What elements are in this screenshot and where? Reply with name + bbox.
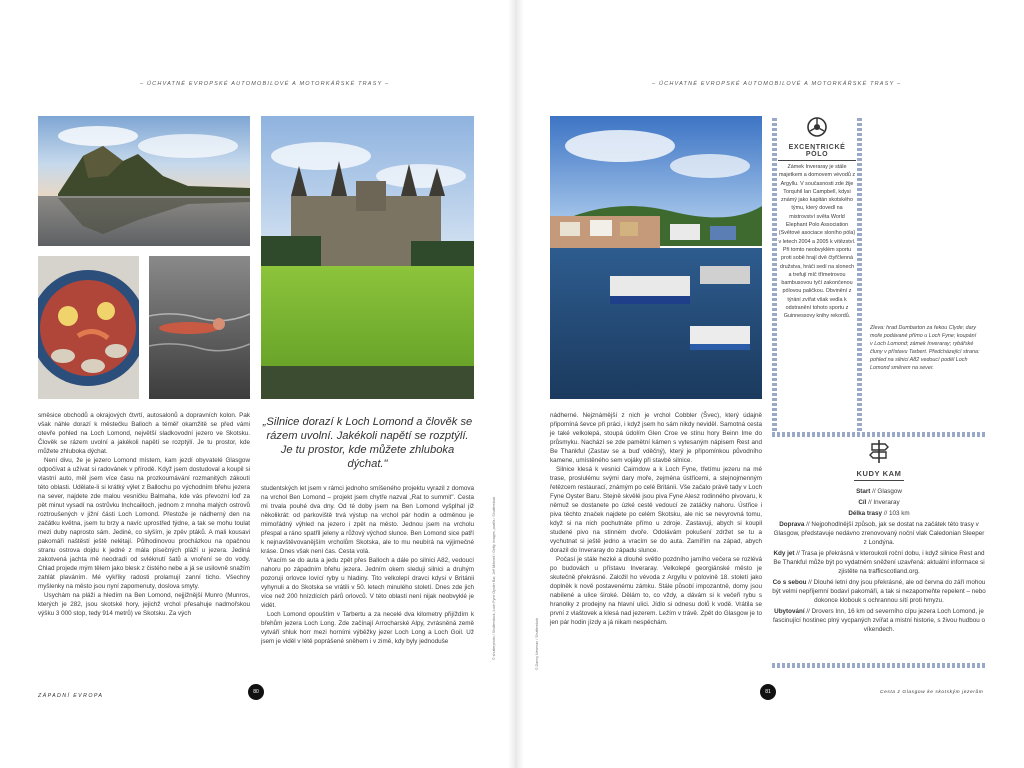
photo-tarbert-harbour xyxy=(550,116,762,399)
left-column-2 xyxy=(261,484,474,646)
paragraph: Počasí je stále hezké a dlouhé světlo pozdního jarního večera se rozlévá po budovách u přístavu Inveraray. Velkolepé georgiánské město je skutečně překrásné. Založil ho vévoda z Argyllu v polovině 18. století jako doplněk k nově postavenému zámku. Stále působí impozantně, domy jsou nabílené a ulice široké. Dělám to, co vždy, a dávám si k večeři rybu s hranolky z prodejny na hlavní ulici. Jídlo si odnesu dolů k vodě. Vrátila se první z vlaštovek a klesá nad jezerem. Ležím v trávě. Zpět do Glasgow je to jen pár hodin jízdy a já nikam nespěchám. xyxy=(550,556,762,626)
photo-inveraray-castle xyxy=(261,116,474,399)
paragraph: Silnice klesá k vesnici Cairndow a k Loch Fyne, třetímu jezeru na mé trase, proslulému svými dary moře, zejména ústřicemi, a stejnojmenným řetězcem restaurací, známým po celé Británii. Vše začalo právě tady v Loch Fyne Oyster Baru. Stejně skvělé jsou piva Fyne Alesz rodinného pivovaru, k němuž se dostanete po úzké cestě vedoucí ze zatáčky nahoru. Ústřice i piva těchto značek najdete po celém Skotsku, ale nic se nevyrovná tomu, když si na nich pochutnáte přímo u zdroje. Zastavuji, abych si koupil studené pivo na stinném dvoře. Odolávám pokušení zdržet se tu a vychutnat si ještě jedno a vracím se do auta. Zamířím na západ, abych dorazil do Inveraray do západu slunce. xyxy=(550,466,762,554)
polo-body: Zámek Inveraray je stále majetkem a domovem vévodů z Argyllu. V současnosti zde žije Torquhil Ian Campbell, kdysi známý jako kapitán skotského týmu, který dovedl na mistrovství světa World Elephant Polo Association (Světové asociace sloního póla) v letech 2004 a 2005 k vítězství. Při tomto neobvyklém sportu proti sobě hrají dvě čtyřčlenná družstva, hráči sedí na slonech a trefují míč třímetrovou bambusovou tyčí zakončenou pólovou paličkou. Obvinění z týrání zvířat však vedla k odstranění tohoto sportu z Guinnessovy knihy rekordů. xyxy=(778,164,856,320)
photo-credit-right: © Danny Newman / Shutterstock xyxy=(535,617,539,670)
polo-box xyxy=(778,116,856,321)
info-row-label: Kdy jet xyxy=(773,550,795,557)
kudy-kam-rows xyxy=(772,487,986,634)
info-row xyxy=(772,498,986,507)
info-row-label: Start xyxy=(856,488,871,495)
decorative-border xyxy=(772,432,986,437)
page-gutter xyxy=(508,0,524,768)
paragraph: Není divu, že je jezero Lomond místem, kam jezdí obyvatelé Glasgow odpočívat a užívat si radovánek v přírodě. Když jsem dostudoval a koupil si vlastní auto, měl jsem více času na prozkoumávání rozmanitých zákoutí této oblasti. Udělate-li si krátký výlet z Ballochu po východním břehu jezera na sever, najdete zde malou vesničku Balmaha, kde vás převozní loď za pět minut vysadí na ostrůvku Inchcailloch, jednom z mnoha malých ostrovů roztroušených v jižní části Loch Lomond. Přestože je nádherný den na začátku května, jsem tu brzy a navíc uprostřed týdne, a tak se mohu toulat mezi duby naprosto sám. Jediné, co slyším, je zpěv ptáků. A mali kousavi pakomáři naštěstí ještě nelétají. Půlhodinovou procházkou na opačnou stranu ostrova dojdu k jedné z mála písečných pláží u jezera. Jediná zakotvená jachta mě neodradí od svléknutí šatů a vnoření se do vody. Chlad projede mým tělem jako blesk z čistého nebe a já se usilovně snažím zahlát plaváním. Mé vykříky radosti prolamují zanní ticho. Všechny myšlenky na město jsou nyní zapomenuty, doslova smyty. xyxy=(38,457,250,590)
info-row-label: Doprava xyxy=(779,521,805,528)
photo-swimmer xyxy=(149,256,250,399)
info-row xyxy=(772,549,986,576)
polo-icon xyxy=(778,116,856,143)
footer-chapter-title: Cesta z Glasgow ke skotským jezerům xyxy=(880,690,984,695)
kudy-kam-title: KUDY KAM xyxy=(854,469,904,481)
paragraph: směsice obchodů a okrajových čtvrtí, autosalonů a dopravních kolon. Pak však náhle dorazí k městečku Balloch a téměř okamžitě se před vámi otevře pohled na Loch Lomond, největší sladkovodní jezero ve Skotsku. Člověk se rázem uvolní a jakékoli napětí se rozptýlí. Je tu prostor, kde můžete zhluboka dýchat. xyxy=(38,412,250,455)
signpost-icon xyxy=(772,438,986,469)
page-number-left: 80 xyxy=(248,684,264,700)
photo-dumbarton-castle xyxy=(38,116,250,246)
paragraph: nádherné. Nejznámější z nich je vrchol Cobbler (Švec), který údajně připomíná ševce při práci, i když jsem ho sám nikdy neviděl. Samotná cesta je také velkolepá, stoupá údolím Glen Croe ve stínu hory Beinn Ime do průsmyku. Nachází se zde pamětní kámen s vytesaným nápisem Rest and Be Thankful (Zastav se a buď vděčný), který je připomínkou původního kamene, umístěného sem vojáky při stavbě silnice. xyxy=(550,412,762,464)
info-row xyxy=(772,487,986,496)
paragraph: studentských let jsem v rámci jednoho smíšeného projektu vyrazil z domova na vrchol Ben Lomond – projekt jsem chytře nazval „Rat to summit". Cesta mi trvala pouhé dva dny. Od té doby jsem na Ben Lomond vyšplhal již několikrát: od parkoviště trvá výstup na vrchol pár hodin a odměnou je mimořádný výhled na jezero i zpět na město. Jednou jsem na vrcholu přespal a ráno spatřil jeleny a růžový východ slunce. Ben Lomond sice patří k nejnavštěvovanějším vrcholům Skotska, ale to mu neubírá na výjimečné kráse. Dnes však není čas. Cesta volá. xyxy=(261,485,474,555)
info-row-text: // Inveraray xyxy=(866,499,900,506)
info-row xyxy=(772,520,986,547)
decorative-border xyxy=(772,118,777,438)
kudy-kam-box xyxy=(772,438,986,636)
info-row xyxy=(772,578,986,605)
info-row xyxy=(772,607,986,634)
photo-credit-left: © shutterphoto / Shutterstock, Loch Fyne Oyster Bar, Jeff Mitchell / Getty Images, pcaffa / Shutterstock xyxy=(492,496,496,660)
info-row-text: // Glasgow xyxy=(870,488,902,495)
left-column-1 xyxy=(38,411,250,618)
info-row-label: Ubytování xyxy=(774,608,805,615)
pull-quote: „Silnice dorazí k Loch Lomond a člověk se rázem uvolní. Jakékoli napětí se rozptýlí. Je tu prostor, kde můžete zhluboka dýchat." xyxy=(262,416,473,470)
info-row-label: Délka trasy xyxy=(848,510,882,517)
running-head-right: – ÚCHVATNÉ EVROPSKÉ AUTOMOBILOVÉ A MOTORKÁŘSKÉ TRASY – xyxy=(652,81,902,87)
running-head-left: – ÚCHVATNÉ EVROPSKÉ AUTOMOBILOVÉ A MOTORKÁŘSKÉ TRASY – xyxy=(140,81,390,87)
info-row-text: // Trasa je překrásná v kteroukoli roční dobu, i když silnice Rest and Be Thankful může být po vydatném sněžení uzavřená: aktuální informace si zjistěte na trafficscotland.org. xyxy=(773,550,985,575)
info-row xyxy=(772,509,986,518)
page-number-right: 81 xyxy=(760,684,776,700)
info-row-text: // Dlouhé letní dny jsou překrásné, ale od června do září mohou být velmi nepříjemní bodaví pakomáři, a tak si nezapomeňte repelent – nebo dokonce klobouk s ochrannou sítí proti hmyzu. xyxy=(772,579,986,604)
info-row-label: Co s sebou xyxy=(772,579,807,586)
info-row-text: // 103 km xyxy=(881,510,910,517)
paragraph: Loch Lomond opouštím v Tarbertu a za necelé dva kilometry přijíždím k břehům jezera Loch Long. Zde začínají Arrocharské Alpy, zvrásněná země vytváří shluk horr mezi horními výběžky jezer Loch Long a Loch Goil. Už jsem je viděl v létě poprášené sněhem i v zimě, kdy byly jednoduše xyxy=(261,611,474,645)
paragraph: Usychám na pláži a hledím na Ben Lomond, nejjižnější Munro (Munros, kterých je 282, jsou skotské hory, jejichž vrchol přesahuje nadmořskou výšku 3 000 stop, tedy 914 metrů) ve Skotsku. Za vých xyxy=(38,592,250,617)
footer-section-name: ZÁPADNÍ EVROPA xyxy=(38,693,104,699)
info-row-text: // Drovers Inn, 16 km od severního cípu jezera Loch Lomond, je fascinující hostinec plný vycpaných zvířat a mistní historie, s živou hudbou o víkendech. xyxy=(772,608,986,633)
polo-title: EXCENTRICKÉ PÓLO xyxy=(778,144,856,161)
info-row-text: // Nejpohodlnější způsob, jak se dostat na začátek této trasy v Glasgow, představuje nedávno zrenovovaný noční vlak Caledonian Sleeper z Londýna. xyxy=(773,521,985,546)
paragraph: Vracím se do auta a jedu zpět přes Balloch a dále po silnici A82, vedoucí nahoru po západním břehu jezera. Jedním okem sleduji silnici a druhým pozoruji orlovce lovící ryby u hladiny. Tito velkolepí dravci kdysi v Británii vyhynuli a do Skotska se vrátili v 50. letech minulého století. Dnes zde jich více než 200 hnízdících párů orlovců. V této oblasti není nijak neobvyklé je vidět. xyxy=(261,557,474,609)
decorative-border xyxy=(772,663,986,668)
photo-seafood-platter xyxy=(38,256,139,399)
photo-caption: Zleva: hrad Dumbarton za řekou Clyde; dary moře podávané přímo u Loch Fyne; koupání v Loch Lomond; zámek Inveraray; rybářské čluny v přístavu Tarbert. Předcházející strana: pohled na silnici A82 vedoucí podél Loch Lomond směrem na sever. xyxy=(870,325,980,371)
info-row-label: Cíl xyxy=(858,499,867,506)
right-column-1 xyxy=(550,411,762,627)
decorative-border xyxy=(857,118,862,438)
